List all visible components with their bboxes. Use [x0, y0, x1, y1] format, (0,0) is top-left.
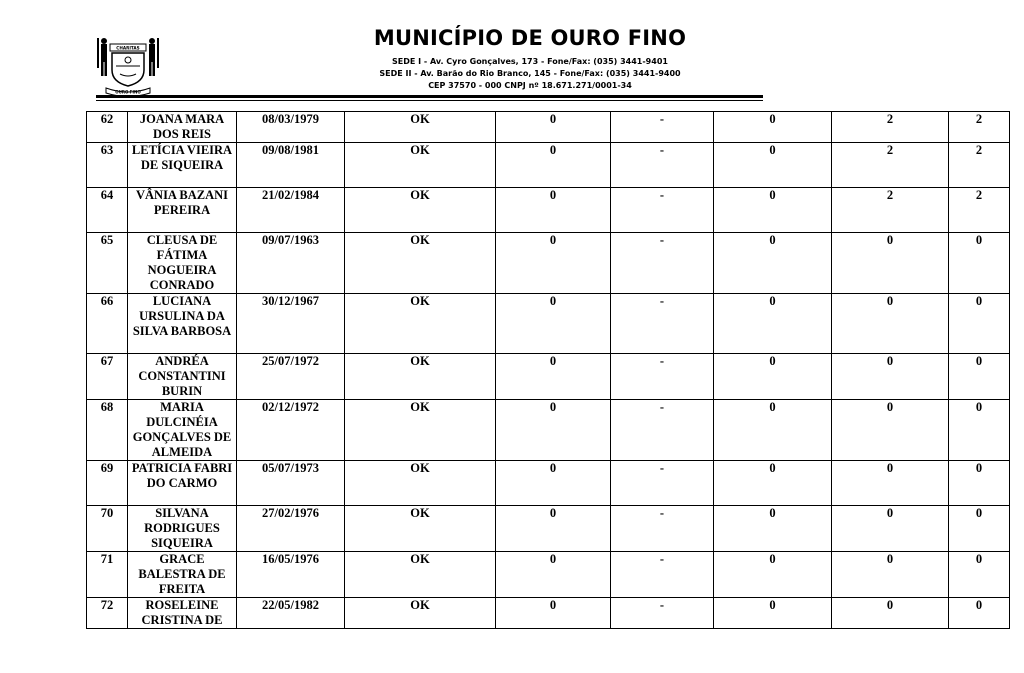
- status-cell: OK: [345, 112, 496, 143]
- value-1-cell: 0: [496, 233, 611, 294]
- value-5-cell: 0: [949, 598, 1010, 629]
- row-number-cell: 70: [87, 506, 128, 552]
- value-3-cell: 0: [714, 294, 832, 354]
- address-line-1: SEDE I - Av. Cyro Gonçalves, 173 - Fone/Fax: (035) 3441-9401: [392, 57, 668, 66]
- value-3-cell: 0: [714, 461, 832, 506]
- birth-date-cell: 02/12/1972: [237, 400, 345, 461]
- value-4-cell: 0: [832, 461, 949, 506]
- value-4-cell: 2: [832, 143, 949, 188]
- value-1-cell: 0: [496, 400, 611, 461]
- status-cell: OK: [345, 188, 496, 233]
- value-3-cell: 0: [714, 506, 832, 552]
- person-name-cell: SILVANA RODRIGUES SIQUEIRA: [128, 506, 237, 552]
- value-5-cell: 2: [949, 188, 1010, 233]
- municipality-title: MUNICÍPIO DE OURO FINO: [373, 26, 687, 50]
- value-2-cell: -: [611, 461, 714, 506]
- value-5-cell: 0: [949, 506, 1010, 552]
- value-2-cell: -: [611, 112, 714, 143]
- address-line-3: CEP 37570 - 000 CNPJ nº 18.671.271/0001-34: [428, 81, 632, 90]
- table-row: [87, 400, 1010, 461]
- person-name-cell: VÂNIA BAZANI PEREIRA: [128, 188, 237, 233]
- value-5-cell: 2: [949, 112, 1010, 143]
- value-3-cell: 0: [714, 143, 832, 188]
- birth-date-cell: 30/12/1967: [237, 294, 345, 354]
- status-cell: OK: [345, 552, 496, 598]
- table-row: [87, 143, 1010, 188]
- table-row: [87, 598, 1010, 629]
- table-row: [87, 461, 1010, 506]
- table-row: [87, 188, 1010, 233]
- value-2-cell: -: [611, 552, 714, 598]
- value-2-cell: -: [611, 233, 714, 294]
- value-3-cell: 0: [714, 233, 832, 294]
- value-1-cell: 0: [496, 552, 611, 598]
- row-number-cell: 66: [87, 294, 128, 354]
- status-cell: OK: [345, 506, 496, 552]
- table-body: [87, 112, 1010, 629]
- person-name-cell: JOANA MARA DOS REIS: [128, 112, 237, 143]
- value-3-cell: 0: [714, 354, 832, 400]
- value-4-cell: 0: [832, 233, 949, 294]
- value-4-cell: 0: [832, 506, 949, 552]
- value-5-cell: 0: [949, 400, 1010, 461]
- status-cell: OK: [345, 294, 496, 354]
- birth-date-cell: 05/07/1973: [237, 461, 345, 506]
- value-1-cell: 0: [496, 112, 611, 143]
- value-4-cell: 0: [832, 400, 949, 461]
- value-5-cell: 0: [949, 461, 1010, 506]
- value-1-cell: 0: [496, 143, 611, 188]
- table-row: [87, 112, 1010, 143]
- table-row: [87, 354, 1010, 400]
- value-3-cell: 0: [714, 112, 832, 143]
- row-number-cell: 64: [87, 188, 128, 233]
- table-row: [87, 506, 1010, 552]
- value-1-cell: 0: [496, 354, 611, 400]
- value-1-cell: 0: [496, 188, 611, 233]
- person-name-cell: PATRICIA FABRI DO CARMO: [128, 461, 237, 506]
- header-rule-thick: [96, 95, 763, 98]
- person-name-cell: LUCIANA URSULINA DA SILVA BARBOSA: [128, 294, 237, 354]
- status-cell: OK: [345, 143, 496, 188]
- value-3-cell: 0: [714, 188, 832, 233]
- birth-date-cell: 16/05/1976: [237, 552, 345, 598]
- value-2-cell: -: [611, 400, 714, 461]
- person-name-cell: ANDRÉA CONSTANTINI BURIN: [128, 354, 237, 400]
- value-5-cell: 0: [949, 233, 1010, 294]
- row-number-cell: 65: [87, 233, 128, 294]
- value-2-cell: -: [611, 598, 714, 629]
- header-rule-thin: [96, 100, 763, 101]
- value-4-cell: 0: [832, 294, 949, 354]
- table-row: [87, 552, 1010, 598]
- table-row: [87, 233, 1010, 294]
- status-cell: OK: [345, 461, 496, 506]
- value-3-cell: 0: [714, 598, 832, 629]
- status-cell: OK: [345, 233, 496, 294]
- value-4-cell: 0: [832, 552, 949, 598]
- birth-date-cell: 21/02/1984: [237, 188, 345, 233]
- person-name-cell: GRACE BALESTRA DE FREITA: [128, 552, 237, 598]
- value-2-cell: -: [611, 188, 714, 233]
- row-number-cell: 72: [87, 598, 128, 629]
- person-name-cell: CLEUSA DE FÁTIMA NOGUEIRA CONRADO: [128, 233, 237, 294]
- birth-date-cell: 08/03/1979: [237, 112, 345, 143]
- person-name-cell: MARIA DULCINÉIA GONÇALVES DE ALMEIDA: [128, 400, 237, 461]
- value-4-cell: 2: [832, 112, 949, 143]
- value-5-cell: 0: [949, 552, 1010, 598]
- status-cell: OK: [345, 400, 496, 461]
- row-number-cell: 71: [87, 552, 128, 598]
- value-1-cell: 0: [496, 461, 611, 506]
- value-5-cell: 2: [949, 143, 1010, 188]
- value-3-cell: 0: [714, 552, 832, 598]
- value-1-cell: 0: [496, 598, 611, 629]
- row-number-cell: 69: [87, 461, 128, 506]
- address-line-2: SEDE II - Av. Barão do Rio Branco, 145 - Fone/Fax: (035) 3441-9400: [379, 69, 681, 78]
- value-5-cell: 0: [949, 354, 1010, 400]
- value-2-cell: -: [611, 294, 714, 354]
- person-name-cell: LETÍCIA VIEIRA DE SIQUEIRA: [128, 143, 237, 188]
- birth-date-cell: 09/08/1981: [237, 143, 345, 188]
- value-2-cell: -: [611, 506, 714, 552]
- row-number-cell: 67: [87, 354, 128, 400]
- municipal-coat-of-arms-icon: [94, 30, 162, 100]
- value-2-cell: -: [611, 143, 714, 188]
- row-number-cell: 62: [87, 112, 128, 143]
- birth-date-cell: 25/07/1972: [237, 354, 345, 400]
- value-3-cell: 0: [714, 400, 832, 461]
- value-2-cell: -: [611, 354, 714, 400]
- value-1-cell: 0: [496, 294, 611, 354]
- status-cell: OK: [345, 354, 496, 400]
- birth-date-cell: 09/07/1963: [237, 233, 345, 294]
- person-name-cell: ROSELEINE CRISTINA DE: [128, 598, 237, 629]
- staff-table: [86, 111, 1010, 629]
- value-1-cell: 0: [496, 506, 611, 552]
- row-number-cell: 63: [87, 143, 128, 188]
- birth-date-cell: 22/05/1982: [237, 598, 345, 629]
- value-4-cell: 0: [832, 354, 949, 400]
- status-cell: OK: [345, 598, 496, 629]
- letterhead: [0, 0, 1024, 108]
- value-5-cell: 0: [949, 294, 1010, 354]
- birth-date-cell: 27/02/1976: [237, 506, 345, 552]
- value-4-cell: 2: [832, 188, 949, 233]
- value-4-cell: 0: [832, 598, 949, 629]
- table-row: [87, 294, 1010, 354]
- logo-ribbon-text: OURO FINO: [115, 89, 141, 95]
- logo-banner-text: CHARITAS: [116, 45, 140, 51]
- row-number-cell: 68: [87, 400, 128, 461]
